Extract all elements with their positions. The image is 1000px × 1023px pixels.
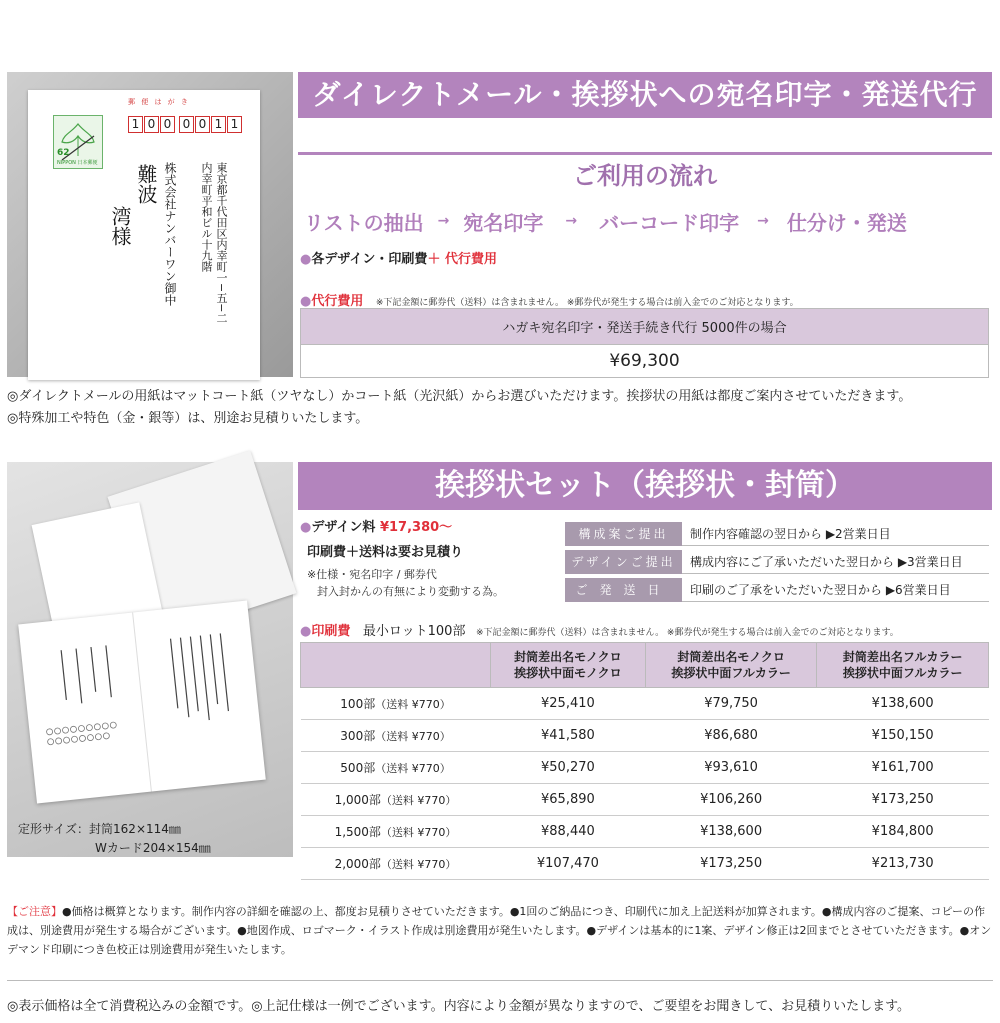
price-cell: ¥107,470 <box>491 848 646 880</box>
flow-step: 仕分け・発送 <box>786 210 907 235</box>
fee-table <box>300 308 989 378</box>
price-cell: ¥93,610 <box>645 752 817 784</box>
bullet-icon: ● <box>300 520 312 535</box>
greeting-card-photo <box>7 462 293 857</box>
postcard <box>28 90 260 380</box>
price-cell: ¥79,750 <box>645 688 817 720</box>
cost-heading <box>300 248 497 267</box>
qty-cell: 300部（送料 ¥770） <box>301 720 491 752</box>
section1-title: ダイレクトメール・挨拶状への宛名印字・発送代行 <box>298 72 992 118</box>
size-caption-card: Wカード204×154㎜ <box>95 841 211 855</box>
bullet-icon: ● <box>300 294 312 309</box>
price-cell: ¥173,250 <box>817 784 989 816</box>
print-fee-heading <box>300 620 899 639</box>
price-cell: ¥65,890 <box>491 784 646 816</box>
price-cell: ¥213,730 <box>817 848 989 880</box>
size-caption-envelope: 定形サイズ：封筒162×114㎜ <box>18 822 181 836</box>
zip-code-boxes <box>128 116 243 133</box>
zip-digit: 1 <box>227 116 242 133</box>
print-fee-label: 印刷費 <box>311 624 351 639</box>
price-cell: ¥173,250 <box>645 848 817 880</box>
flow-step: リストの抽出 <box>304 210 424 235</box>
price-cell: ¥41,580 <box>491 720 646 752</box>
qty-cell: 500部（送料 ¥770） <box>301 752 491 784</box>
column-header: 封筒差出名フルカラー 挨拶状中面フルカラー <box>817 643 989 688</box>
min-lot: 最小ロット100部 <box>362 624 466 639</box>
price-cell: ¥184,800 <box>817 816 989 848</box>
schedule-row <box>565 578 989 602</box>
zip-digit: 0 <box>144 116 159 133</box>
fee-table-value: ¥69,300 <box>301 345 989 378</box>
fee-table-header: ハガキ宛名印字・発送手続き代行 5000件の場合 <box>301 309 989 345</box>
qty-cell: 1,500部（送料 ¥770） <box>301 816 491 848</box>
header-empty <box>301 643 491 688</box>
postcard-photo <box>7 72 293 377</box>
price-cell: ¥25,410 <box>491 688 646 720</box>
schedule-list <box>565 522 989 606</box>
flow-steps <box>298 203 992 239</box>
table-row <box>301 816 989 848</box>
zip-digit: 1 <box>128 116 143 133</box>
arrow-right-icon: → <box>437 213 450 229</box>
company-name: 株式会社ナンバーワン御中 <box>163 162 177 306</box>
price-table-header <box>301 643 989 688</box>
qty-cell: 2,000部（送料 ¥770） <box>301 848 491 880</box>
spec-note-1: ※仕様・宛名印字 / 郵券代 <box>307 568 437 581</box>
table-row <box>301 752 989 784</box>
caution-notes <box>7 902 993 959</box>
arrow-right-icon: → <box>565 213 578 229</box>
price-cell: ¥150,150 <box>817 720 989 752</box>
price-cell: ¥86,680 <box>645 720 817 752</box>
schedule-text: 構成内容にご了承いただいた翌日から ▶3営業日目 <box>682 550 989 574</box>
print-ship-note: 印刷費＋送料は要お見積り <box>307 545 464 560</box>
print-fee-note: ※下記金額に郵券代（送料）は含まれません。 ※郵券代が発生する場合は前入金でのご対応となります。 <box>475 628 899 638</box>
price-cell: ¥138,600 <box>645 816 817 848</box>
design-fee-label: デザイン料 <box>311 520 376 535</box>
recipient-name-1: 難波 <box>134 164 158 204</box>
fee-heading <box>300 290 799 309</box>
recipient-name-2: 湾様 <box>108 206 132 246</box>
column-header: 封筒差出名モノクロ 挨拶状中面フルカラー <box>645 643 817 688</box>
zip-digit: 0 <box>179 116 194 133</box>
price-cell: ¥138,600 <box>817 688 989 720</box>
table-row <box>301 784 989 816</box>
design-fee <box>300 516 452 535</box>
zip-digit: 0 <box>160 116 175 133</box>
price-cell: ¥106,260 <box>645 784 817 816</box>
flow-title: ご利用の流れ <box>298 152 992 195</box>
section2-title: 挨拶状セット（挨拶状・封筒） <box>298 462 992 510</box>
schedule-label: 構成案ご提出 <box>565 522 682 546</box>
price-cell: ¥88,440 <box>491 816 646 848</box>
schedule-text: 制作内容確認の翌日から ▶2営業日目 <box>682 522 989 546</box>
arrow-right-icon: → <box>757 213 769 229</box>
qty-cell: 1,000部（送料 ¥770） <box>301 784 491 816</box>
spec-note-2: 封入封かんの有無により変動する為。 <box>317 585 504 598</box>
design-fee-value: ¥17,380〜 <box>379 520 453 535</box>
stamp-icon <box>53 115 103 169</box>
caution-text: ●価格は概算となります。制作内容の詳細を確認の上、都度お見積りさせていただきます。●1回のご納品につき、印刷代に加え上記送料が加算されます。●構成内容のご提案、コピーの作成は、別途費用が発生する場合がございます。●地図作成、ロゴマーク・イラスト作成は別途費用が発生いたします。●デザインは基本的に1案、デザイン修正は2回までとさせていただきます。●オンデマンド印刷につき色校正は別途費用が発生いたします。 <box>7 905 992 956</box>
address-line-1: 東京都千代田区内幸町一−五−二 <box>215 162 228 324</box>
paper-note: ◎ダイレクトメールの用紙はマットコート紙（ツヤなし）かコート紙（光沢紙）からお選びいただけます。挨拶状の用紙は都度ご案内させていただきます。 <box>7 389 912 404</box>
divider <box>7 980 993 981</box>
cost-heading-red: ＋ 代行費用 <box>427 252 497 267</box>
zip-digit: 0 <box>195 116 210 133</box>
fee-note: ※下記金額に郵券代（送料）は含まれません。 ※郵券代が発生する場合は前入金でのご対応となります。 <box>375 298 799 308</box>
caution-label: 【ご注意】 <box>7 905 62 918</box>
bullet-icon: ● <box>300 624 312 639</box>
address-line-2: 内幸町平和ビル十九階 <box>200 162 213 272</box>
qty-cell: 100部（送料 ¥770） <box>301 688 491 720</box>
cost-heading-text: 各デザイン・印刷費 <box>311 252 428 267</box>
special-note: ◎特殊加工や特色（金・銀等）は、別途お見積りいたします。 <box>7 411 369 426</box>
price-table <box>300 642 989 880</box>
bullet-icon: ● <box>300 252 312 267</box>
schedule-text: 印刷のご了承をいただいた翌日から ▶6営業日目 <box>682 578 989 602</box>
column-header: 封筒差出名モノクロ 挨拶状中面モノクロ <box>491 643 646 688</box>
size-caption <box>18 820 211 858</box>
spec-note <box>307 566 504 600</box>
zip-digit: 1 <box>211 116 226 133</box>
table-row <box>301 848 989 880</box>
table-row <box>301 688 989 720</box>
schedule-row <box>565 550 989 574</box>
footer-note: ◎表示価格は全て消費税込みの金額です。◎上記仕様は一例でございます。内容により金額が異なりますので、ご要望をお聞きして、お見積りいたします。 <box>7 999 911 1014</box>
stamp-value: 62 <box>57 148 70 158</box>
schedule-label: デザインご提出 <box>565 550 682 574</box>
price-cell: ¥50,270 <box>491 752 646 784</box>
postal-label: 郵 便 は が き <box>128 98 190 106</box>
price-cell: ¥161,700 <box>817 752 989 784</box>
schedule-row <box>565 522 989 546</box>
flow-step: バーコード印字 <box>599 210 740 235</box>
stamp-text: NIPPON 日本郵便 <box>57 160 98 166</box>
card-text-graphic <box>18 600 266 803</box>
schedule-label: ご発送日 <box>565 578 682 602</box>
card-inside <box>18 600 266 803</box>
table-row <box>301 720 989 752</box>
fee-heading-text: 代行費用 <box>311 294 364 309</box>
flow-step: 宛名印字 <box>463 210 544 235</box>
